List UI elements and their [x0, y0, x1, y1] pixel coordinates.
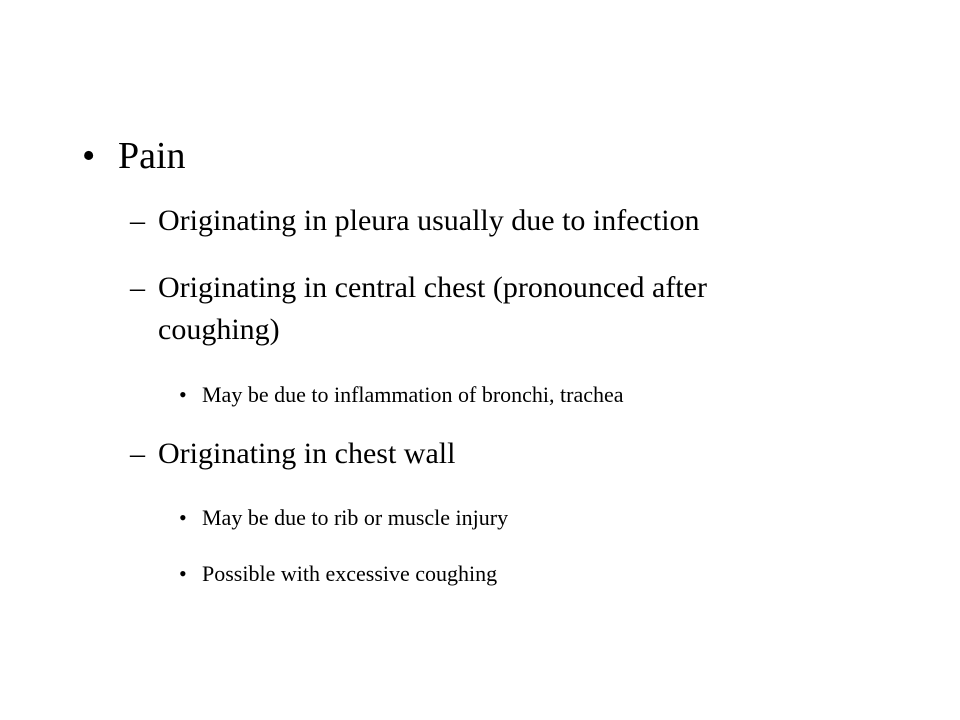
- bullet-text: May be due to inflammation of bronchi, trachea: [202, 382, 624, 407]
- detail-bullet-inflammation: [179, 381, 624, 409]
- bullet-text: Possible with excessive coughing: [202, 561, 498, 586]
- sub-bullet-central-chest: [130, 270, 707, 306]
- detail-bullet-excessive-coughing: [179, 560, 498, 588]
- bullet-marker: •: [82, 135, 96, 177]
- bullet-marker: •: [179, 382, 187, 407]
- bullet-text: Pain: [118, 135, 186, 177]
- dash-marker: –: [130, 271, 145, 304]
- sub-bullet-chest-wall: [130, 436, 456, 472]
- bullet-marker: •: [179, 561, 187, 586]
- bullet-text: Originating in central chest (pronounced after: [158, 271, 707, 304]
- detail-bullet-rib-injury: [179, 504, 509, 532]
- sub-bullet-pleura: [130, 203, 700, 239]
- bullet-text-continuation: coughing): [158, 313, 280, 346]
- bullet-text: Originating in chest wall: [158, 437, 456, 470]
- dash-marker: –: [130, 437, 145, 470]
- dash-marker: –: [130, 204, 145, 237]
- sub-bullet-central-chest-continuation: [158, 312, 280, 348]
- bullet-pain: [82, 134, 186, 178]
- bullet-marker: •: [179, 505, 187, 530]
- bullet-text: May be due to rib or muscle injury: [202, 505, 509, 530]
- bullet-text: Originating in pleura usually due to infection: [158, 204, 700, 237]
